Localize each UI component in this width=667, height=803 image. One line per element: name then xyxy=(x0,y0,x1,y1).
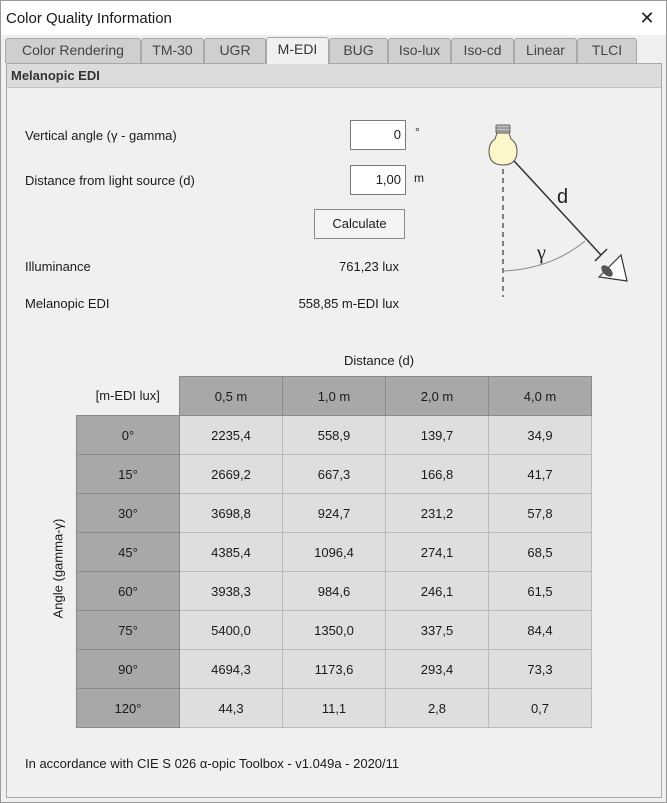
panel-header xyxy=(7,64,661,88)
row-header: 30° xyxy=(77,494,180,533)
title-bar xyxy=(1,1,666,35)
calculate-button[interactable]: Calculate xyxy=(314,209,405,239)
table-cell: 558,9 xyxy=(283,416,386,455)
table-corner-label: [m-EDI lux] xyxy=(95,388,160,404)
row-header: 60° xyxy=(77,572,180,611)
column-header: 1,0 m xyxy=(283,377,386,416)
light-bulb-icon xyxy=(489,125,517,165)
table-cell: 44,3 xyxy=(180,689,283,728)
tab-tlci[interactable]: TLCI xyxy=(577,38,637,63)
distance-line xyxy=(503,149,601,255)
tab-bug[interactable]: BUG xyxy=(329,38,388,63)
angle-axis-label: Angle (gamma-γ) xyxy=(50,518,66,619)
table-cell: 231,2 xyxy=(386,494,489,533)
geometry-diagram xyxy=(481,119,651,304)
distance-axis-title: Distance (d) xyxy=(344,353,415,368)
table-cell: 3938,3 xyxy=(180,572,283,611)
gamma-label: γ xyxy=(537,242,546,264)
table-cell: 246,1 xyxy=(386,572,489,611)
table-cell: 1096,4 xyxy=(283,533,386,572)
meter-unit: m xyxy=(414,171,424,185)
table-cell: 73,3 xyxy=(489,650,592,689)
melanopic-edi-label: Melanopic EDI xyxy=(25,296,110,311)
tab-ugr[interactable]: UGR xyxy=(204,38,266,63)
tab-m-edi[interactable]: M-EDI xyxy=(266,37,329,64)
vertical-angle-input[interactable]: 0 xyxy=(350,120,406,150)
illuminance-value: 761,23 lux xyxy=(339,259,399,274)
table-cell: 667,3 xyxy=(283,455,386,494)
table-cell: 293,4 xyxy=(386,650,489,689)
table-cell: 924,7 xyxy=(283,494,386,533)
degree-unit: ° xyxy=(415,125,420,139)
d-label: d xyxy=(557,186,569,208)
table-row xyxy=(77,416,592,455)
table-cell: 2235,4 xyxy=(180,416,283,455)
table-cell: 4385,4 xyxy=(180,533,283,572)
table-cell: 1173,6 xyxy=(283,650,386,689)
row-header: 0° xyxy=(77,416,180,455)
tab-color-rendering[interactable]: Color Rendering xyxy=(5,38,141,63)
column-header: 4,0 m xyxy=(489,377,592,416)
table-cell: 61,5 xyxy=(489,572,592,611)
row-header: 90° xyxy=(77,650,180,689)
row-header: 120° xyxy=(77,689,180,728)
column-header: 2,0 m xyxy=(386,377,489,416)
illuminance-label: Illuminance xyxy=(25,259,91,274)
table-cell: 2669,2 xyxy=(180,455,283,494)
row-header: 45° xyxy=(77,533,180,572)
table-cell: 139,7 xyxy=(386,416,489,455)
eye-icon xyxy=(599,255,627,281)
table-cell: 4694,3 xyxy=(180,650,283,689)
table-cell: 2,8 xyxy=(386,689,489,728)
table-row xyxy=(77,494,592,533)
table-cell: 11,1 xyxy=(283,689,386,728)
panel-title: Melanopic EDI xyxy=(11,68,100,83)
table-row xyxy=(77,689,592,728)
table-cell: 68,5 xyxy=(489,533,592,572)
table-row xyxy=(77,572,592,611)
table-cell: 984,6 xyxy=(283,572,386,611)
tab-linear[interactable]: Linear xyxy=(514,38,577,63)
table-cell: 5400,0 xyxy=(180,611,283,650)
row-header: 15° xyxy=(77,455,180,494)
table-cell: 34,9 xyxy=(489,416,592,455)
tab-strip xyxy=(5,37,665,63)
table-cell: 84,4 xyxy=(489,611,592,650)
row-header: 75° xyxy=(77,611,180,650)
distance-label: Distance from light source (d) xyxy=(25,173,195,188)
table-cell: 274,1 xyxy=(386,533,489,572)
footer-note: In accordance with CIE S 026 α-opic Toolbox - v1.049a - 2020/11 xyxy=(25,756,400,771)
vertical-angle-label: Vertical angle (γ - gamma) xyxy=(25,128,177,143)
table-row xyxy=(77,611,592,650)
table-header-row xyxy=(77,377,592,416)
tab-iso-lux[interactable]: Iso-lux xyxy=(388,38,451,63)
table-cell: 41,7 xyxy=(489,455,592,494)
table-cell: 3698,8 xyxy=(180,494,283,533)
melanopic-edi-value: 558,85 m-EDI lux xyxy=(298,296,399,311)
table-cell: 166,8 xyxy=(386,455,489,494)
close-icon[interactable]: ✕ xyxy=(639,8,655,28)
table-row xyxy=(77,533,592,572)
tab-tm-30[interactable]: TM-30 xyxy=(141,38,204,63)
window-title: Color Quality Information xyxy=(6,10,172,27)
tab-iso-cd[interactable]: Iso-cd xyxy=(451,38,514,63)
distance-input[interactable]: 1,00 xyxy=(350,165,406,195)
table-cell: 57,8 xyxy=(489,494,592,533)
medi-table xyxy=(76,376,592,728)
table-cell: 337,5 xyxy=(386,611,489,650)
table-row xyxy=(77,455,592,494)
table-cell: 1350,0 xyxy=(283,611,386,650)
table-cell: 0,7 xyxy=(489,689,592,728)
table-row xyxy=(77,650,592,689)
column-header: 0,5 m xyxy=(180,377,283,416)
